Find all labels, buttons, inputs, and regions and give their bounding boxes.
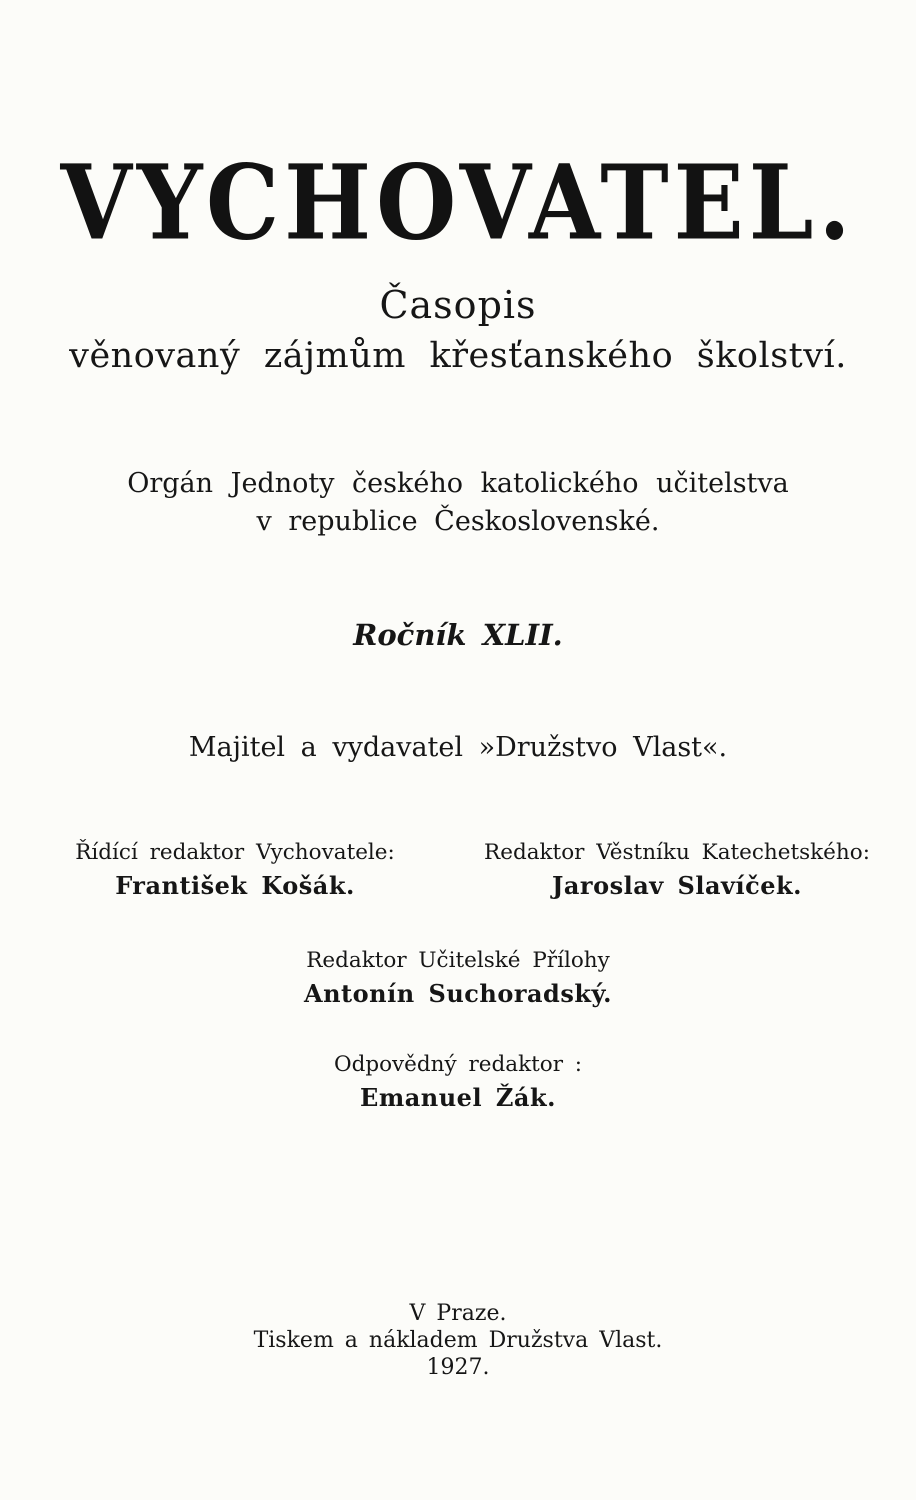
editor-right-name: Jaroslav Slavíček. <box>552 871 802 900</box>
editor-right-role: Redaktor Věstníku Katechetského: <box>484 840 870 865</box>
editor-block-responsible <box>0 1052 916 1112</box>
imprint-printer: Tiskem a nákladem Družstva Vlast. <box>253 1328 663 1353</box>
imprint-place: V Praze. <box>409 1301 507 1326</box>
imprint-year: 1927. <box>426 1355 490 1380</box>
publisher-line: Majitel a vydavatel »Družstvo Vlast«. <box>188 732 728 763</box>
editor-block-right <box>462 840 892 900</box>
imprint-block <box>0 1300 916 1381</box>
editor-block-left <box>40 840 430 900</box>
editor-responsible-role: Odpovědný redaktor : <box>333 1052 583 1077</box>
journal-title: VYCHOVATEL. <box>60 142 856 263</box>
editor-left-role: Řídící redaktor Vychovatele: <box>75 840 395 865</box>
subtitle-line-1: Časopis <box>379 283 537 327</box>
editor-supplement-name: Antonín Suchoradský. <box>303 979 613 1008</box>
editor-block-supplement <box>0 948 916 1008</box>
subtitle-line-2: věnovaný zájmům křesťanského školství. <box>69 336 847 376</box>
editor-supplement-role: Redaktor Učitelské Přílohy <box>306 948 610 973</box>
editor-responsible-name: Emanuel Žák. <box>360 1083 556 1112</box>
organ-line-2: v republice Československé. <box>256 506 660 537</box>
volume-label: Ročník XLII. <box>353 618 563 652</box>
editor-left-name: František Košák. <box>115 871 355 900</box>
organ-line-1: Orgán Jednoty českého katolického učitelstva <box>127 468 789 499</box>
